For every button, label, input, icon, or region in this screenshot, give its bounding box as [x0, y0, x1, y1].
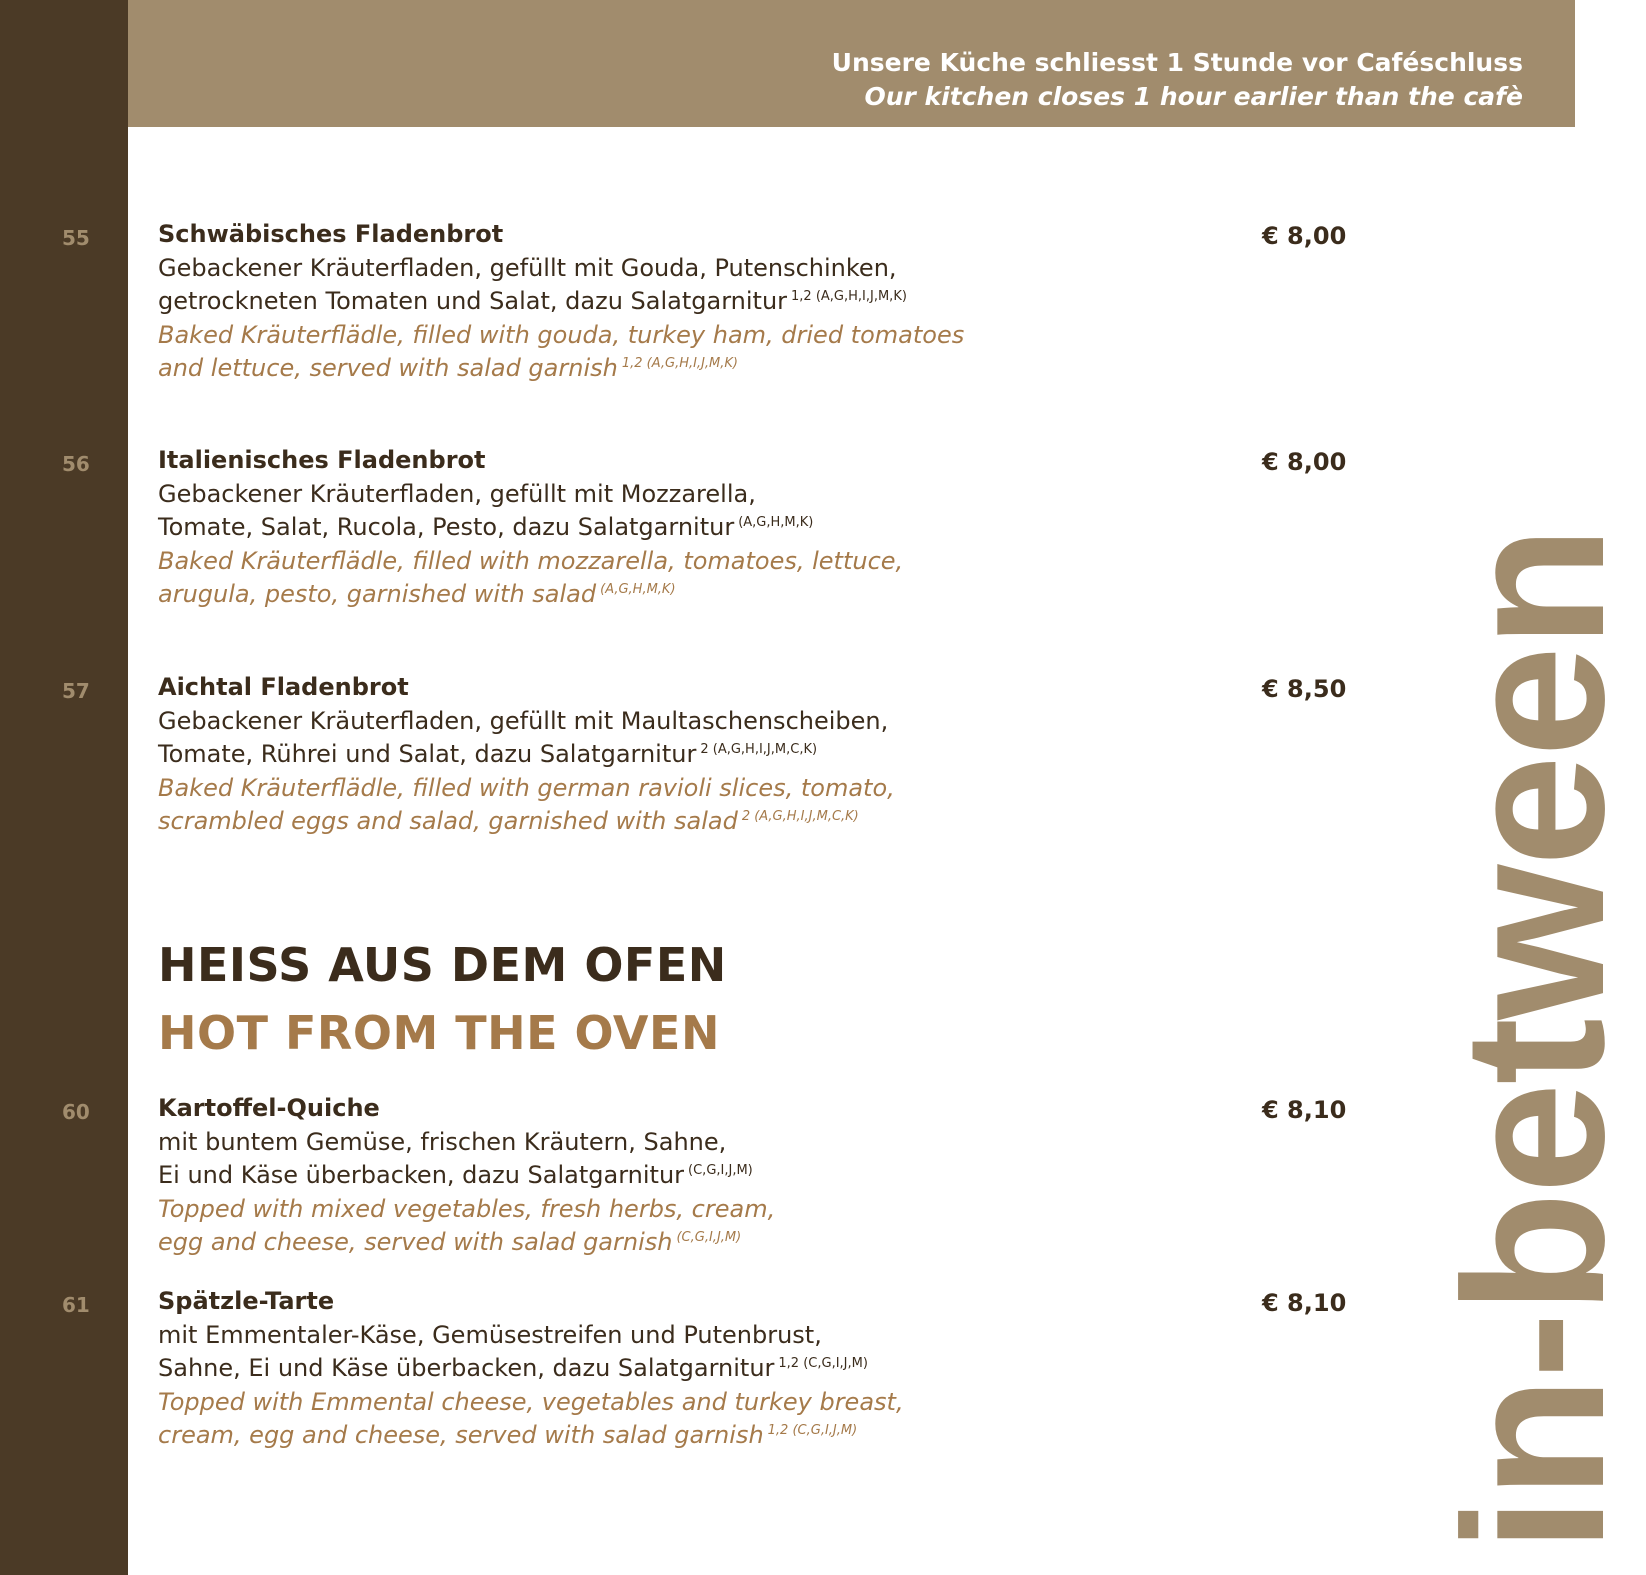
item-desc-de-line: Sahne, Ei und Käse überbacken, dazu Salatgarnitur $^{1,2 (C,G,I,J,M)}$: [158, 1354, 868, 1382]
item-number: 61: [62, 1293, 90, 1317]
item-desc-de-line: Tomate, Salat, Rucola, Pesto, dazu Salatgarnitur $^{(A,G,H,M,K)}$: [158, 513, 814, 541]
item-desc-de-line: Gebackener Kräuterfladen, gefüllt mit Gouda, Putenschinken,: [158, 253, 897, 282]
item-desc-en-line: Baked Kräuterflädle, filled with german ravioli slices, tomato,: [158, 773, 895, 802]
item-name: Spätzle-Tarte: [158, 1287, 335, 1315]
item-desc-de-line: Tomate, Rührei und Salat, dazu Salatgarnitur $^{2 (A,G,H,I,J,M,C,K)}$: [158, 740, 818, 768]
allergen-codes: 2 (A,G,H,I,J,M,C,K): [700, 742, 818, 757]
kitchen-notice: [832, 46, 1523, 114]
kitchen-notice-en: Our kitchen closes 1 hour earlier than the cafè: [864, 82, 1523, 111]
item-desc-de-line: Gebackener Kräuterfladen, gefüllt mit Mozzarella,: [158, 479, 756, 508]
item-number: 57: [62, 679, 90, 703]
item-desc-de-line: Gebackener Kräuterfladen, gefüllt mit Maultaschenscheiben,: [158, 706, 889, 735]
allergen-codes: 1,2 (C,G,I,J,M): [767, 1423, 858, 1438]
allergen-codes: 1,2 (A,G,H,I,J,M,K): [621, 356, 738, 371]
menu-item: [158, 444, 1238, 612]
allergen-codes: 1,2 (A,G,H,I,J,M,K): [791, 289, 907, 304]
section-title-en: HOT FROM THE OVEN: [158, 1006, 720, 1060]
allergen-codes: (C,G,I,J,M): [676, 1230, 742, 1245]
item-price: € 8,10: [1262, 1096, 1347, 1124]
menu-item: [158, 671, 1238, 839]
allergen-codes: 1,2 (C,G,I,J,M): [778, 1356, 868, 1371]
item-desc-en-line: Topped with mixed vegetables, fresh herbs, cream,: [158, 1194, 776, 1223]
item-number: 55: [62, 226, 90, 250]
section-title-de: HEISS AUS DEM OFEN: [158, 938, 727, 992]
item-price: € 8,00: [1262, 448, 1347, 476]
item-name: Schwäbisches Fladenbrot: [158, 220, 504, 248]
menu-item: [158, 218, 1238, 386]
item-desc-de-line: mit buntem Gemüse, frischen Kräutern, Sahne,: [158, 1127, 727, 1156]
item-price: € 8,10: [1262, 1289, 1347, 1317]
item-name: Kartoffel-Quiche: [158, 1094, 380, 1122]
item-desc-de-line: getrockneten Tomaten und Salat, dazu Salatgarnitur $^{1,2 (A,G,H,I,J,M,K)}$: [158, 287, 907, 315]
item-price: € 8,50: [1262, 675, 1347, 703]
menu-item: [158, 1092, 1238, 1260]
item-name: Aichtal Fladenbrot: [158, 673, 409, 701]
item-desc-en-line: Topped with Emmental cheese, vegetables and turkey breast,: [158, 1387, 904, 1416]
item-number: 60: [62, 1100, 90, 1124]
item-desc-en-line: Baked Kräuterflädle, filled with gouda, turkey ham, dried tomatoes: [158, 320, 965, 349]
item-desc-de-line: Ei und Käse überbacken, dazu Salatgarnitur $^{(C,G,I,J,M)}$: [158, 1161, 753, 1189]
item-desc-en-line: cream, egg and cheese, served with salad garnish $^{1,2 (C,G,I,J,M)}$: [158, 1421, 858, 1449]
item-desc-en-line: arugula, pesto, garnished with salad $^{(A,G,H,M,K)}$: [158, 580, 676, 608]
allergen-codes: (A,G,H,M,K): [600, 582, 676, 597]
allergen-codes: 2 (A,G,H,I,J,M,C,K): [741, 809, 859, 824]
item-desc-de-line: mit Emmentaler-Käse, Gemüsestreifen und Putenbrust,: [158, 1320, 822, 1349]
item-desc-en-line: egg and cheese, served with salad garnish $^{(C,G,I,J,M)}$: [158, 1228, 742, 1256]
kitchen-notice-de: Unsere Küche schliesst 1 Stunde vor Caféschluss: [831, 48, 1523, 77]
side-title: in-between: [1423, 527, 1646, 1553]
allergen-codes: (A,G,H,M,K): [738, 515, 814, 530]
item-desc-en-line: scrambled eggs and salad, garnished with salad $^{2 (A,G,H,I,J,M,C,K)}$: [158, 807, 859, 835]
item-name: Italienisches Fladenbrot: [158, 446, 486, 474]
item-price: € 8,00: [1262, 222, 1347, 250]
item-desc-en-line: and lettuce, served with salad garnish $^{1,2 (A,G,H,I,J,M,K)}$: [158, 354, 738, 382]
menu-item: [158, 1285, 1238, 1453]
header-band: [128, 0, 1575, 127]
allergen-codes: (C,G,I,J,M): [688, 1163, 753, 1178]
item-number: 56: [62, 452, 90, 476]
item-desc-en-line: Baked Kräuterflädle, filled with mozzarella, tomatoes, lettuce,: [158, 546, 904, 575]
